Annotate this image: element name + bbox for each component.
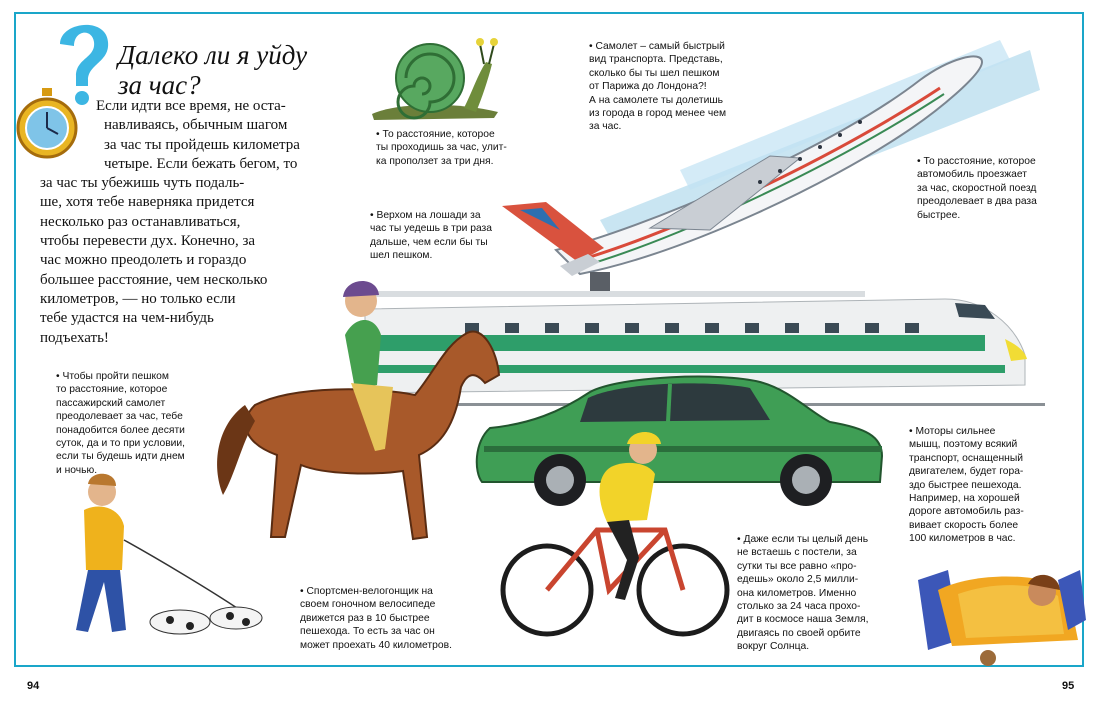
title-line: Далеко ли я уйду [118,40,308,70]
fact-walk: • Чтобы пройти пешком то расстояние, которое пассажирский самолет преодолевает за час, тебе понадобится более десяти суток, да и то при условии, если ты будешь идти днем и ночью. [56,371,186,476]
fact-horse: • Верхом на лошади за час ты уедешь в три раза дальше, чем если бы ты шел пешком. [370,210,493,262]
fact-motors: • Моторы сильнее мышц, поэтому всякий транспорт, оснащенный двигателем, будет гора- здо быстрее пешехода. Например, на хорошей дороге автомобиль раз- вивает скорость более 100 километров в час. [909,426,1024,545]
page-number-right: 95 [1062,680,1075,692]
fact-cyclist: • Спортсмен-велогонщик на своем гоночном велосипеде движется раз в 10 быстрее пешехода. То есть за час он может проехать 40 километров. [300,586,452,651]
page-title [118,40,318,100]
intro-line: подъехать! [40,329,109,346]
intro-line: чтобы перевести дух. Конечно, за [40,233,256,250]
fact-car: • То расстояние, которое автомобиль проезжает за час, скоростной поезд преодолевает в два раза быстрее. [917,156,1037,221]
intro-line: четыре. Если бежать бегом, то [104,155,298,172]
intro-line: за час ты убежишь чуть подаль- [40,175,245,192]
boy-walking-dogs-illustration [40,470,270,655]
fact-snail: • То расстояние, которое ты проходишь за час, улит- ка проползет за три дня. [376,129,507,167]
child-in-bed-illustration [908,550,1088,670]
intro-line: навливаясь, обычным шагом [104,117,288,134]
intro-line: за час ты пройдешь километра [104,136,300,153]
intro-line: тебе удастся на чем-нибудь [40,310,214,327]
page-number-left: 94 [27,680,40,692]
fact-earth: • Даже если ты целый день не встаешь с постели, за сутки ты все равно «про- едешь» около 2,5 милли- она километров. Именно столько за 24 часа прохо- дит в космосе наша Земля, двигаясь по своей орбите вокруг Солнца. [737,534,869,653]
cyclist-illustration [497,430,733,640]
intro-line: несколько раз останавливаться, [40,213,241,230]
intro-line: ше, хотя тебе наверняка придется [40,194,255,211]
title-line: за час? [118,70,201,100]
intro-line: час можно преодолеть и гораздо [40,252,247,269]
fact-plane: • Самолет – самый быстрый вид транспорта. Представь, сколько бы ты шел пешком от Парижа до Лондона?! А на самолете ты долетишь из города в город менее чем за час. [589,41,727,133]
intro-line: километров, — но только если [40,290,236,307]
intro-line: Если идти все время, не оста- [96,98,286,114]
intro-line: большее расстояние, чем несколько [40,271,268,288]
snail-illustration [368,22,508,122]
